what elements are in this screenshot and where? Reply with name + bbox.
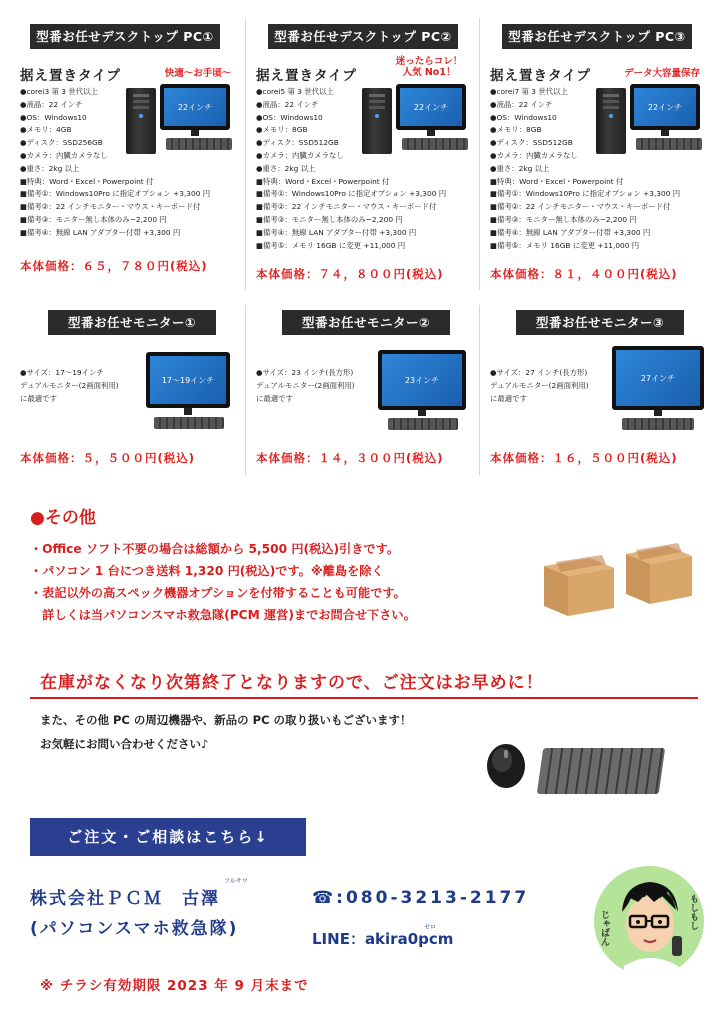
screen-label: 17～19インチ xyxy=(150,356,226,404)
spec-item: ●corei7 第 3 世代以上 xyxy=(490,87,568,96)
spec-item: ■特典：Word・Excel・Powerpoint 付 xyxy=(256,176,390,186)
spec-item: ■備考②：22 インチモニター・マウス・キーボード付 xyxy=(256,202,437,212)
price: 本体価格：１４，３００円(税込) xyxy=(256,451,444,465)
price: 本体価格：６５，７８０円(税込) xyxy=(20,259,208,273)
spec-item: ●カメラ：内臓カメラなし xyxy=(490,150,578,160)
monitor-title: 型番お任せモニター③ xyxy=(516,310,684,335)
other-list xyxy=(30,538,416,626)
spec-item: ■備考②：22 インチモニター・マウス・キーボード付 xyxy=(20,202,201,212)
spec-item: ●液晶：22 インチ xyxy=(256,99,319,109)
keyboard-icon xyxy=(388,418,458,430)
spec-item: ■備考①：Windows10Pro に指定オプション +3,300 円 xyxy=(20,189,211,199)
flyer-expiry: ※ チラシ有効期限 2023 年 9 月末まで xyxy=(40,978,309,994)
type-label: 据え置きタイプ xyxy=(490,68,591,84)
spec-item: ■備考①：Windows10Pro に指定オプション +3,300 円 xyxy=(490,189,681,199)
desktop-title: 型番お任せデスクトップ PC③ xyxy=(502,24,692,49)
banner-underline xyxy=(30,697,698,699)
spec-item: ●液晶：22 インチ xyxy=(490,99,553,109)
monitor-title: 型番お任せモニター① xyxy=(48,310,216,335)
spec-item: ■備考④：無線 LAN アダプター付帯 +3,300 円 xyxy=(20,227,181,237)
tagline: 迷ったらコレ！人気 No1！ xyxy=(395,56,463,78)
spec-list xyxy=(256,366,355,405)
company-name xyxy=(30,884,238,944)
spec-item: ■備考④：無線 LAN アダプター付帯 +3,300 円 xyxy=(490,227,651,237)
screen-label: 27インチ xyxy=(616,350,700,406)
monitor-title: 型番お任せモニター② xyxy=(282,310,450,335)
spec-item: ●重さ：2kg 以上 xyxy=(20,163,80,173)
spec-item: ■備考③：モニター無し本体のみ−2,200 円 xyxy=(20,214,167,224)
spec-item: ●重さ：2kg 以上 xyxy=(256,163,316,173)
tagline: データ大容量保存 xyxy=(623,68,700,79)
screen-label: 23インチ xyxy=(382,354,462,406)
other-heading: ●その他 xyxy=(30,508,96,528)
other-item: ・Office ソフト不要の場合は総額から 5,500 円(税込)引きです。 xyxy=(30,542,400,556)
tagline: 快適～お手頃～ xyxy=(164,68,232,79)
spec-item: ●サイズ：17～19インチ xyxy=(20,368,104,377)
company-line: 株式会社ＰＣＭ 古澤 xyxy=(30,889,220,909)
company-line: (パソコンスマホ救急隊) xyxy=(30,919,239,939)
type-label: 据え置きタイプ xyxy=(20,68,121,84)
price: 本体価格：７４，８００円(税込) xyxy=(256,267,444,281)
monitor-icon xyxy=(146,352,230,408)
spec-item: に最適です xyxy=(490,394,527,403)
keyboard-icon xyxy=(622,418,694,430)
order-contact-button[interactable]: ご注文・ご相談はこちら↓ xyxy=(30,818,306,856)
desktop-title: 型番お任せデスクトップ PC② xyxy=(268,24,458,49)
spec-item: ■備考③：モニター無し本体のみ−2,200 円 xyxy=(256,214,403,224)
more-info xyxy=(40,708,412,756)
line-id[interactable]: LINE：akira0pcm xyxy=(312,930,454,948)
more-line: お気軽にお問い合わせください♪ xyxy=(40,737,209,751)
spec-item: ■備考④：無線 LAN アダプター付帯 +3,300 円 xyxy=(256,227,417,237)
desktop-title: 型番お任せデスクトップ PC① xyxy=(30,24,220,49)
spec-item: ●corei5 第 3 世代以上 xyxy=(256,87,334,96)
spec-item: に最適です xyxy=(20,394,57,403)
spec-item: ●サイズ：27 インチ(長方形) xyxy=(490,368,588,377)
other-item: ・表記以外の高スペック機器オプションを付帯することも可能です。 xyxy=(30,586,406,600)
monitor-icon xyxy=(612,346,704,410)
spec-item: ■特典：Word・Excel・Powerpoint 付 xyxy=(490,176,624,186)
spec-item: ●メモリ：8GB xyxy=(490,125,542,135)
price: 本体価格：８１，４００円(税込) xyxy=(490,267,678,281)
more-line: また、その他 PC の周辺機器や、新品の PC の取り扱いもございます！ xyxy=(40,713,412,727)
monitor-stand xyxy=(654,410,662,416)
spec-item: ■備考①：Windows10Pro に指定オプション +3,300 円 xyxy=(256,189,447,199)
cardboard-box-icon xyxy=(540,552,618,618)
spec-item: ●ディスク：SSD512GB xyxy=(256,138,339,148)
mascot-text: じゃぱん xyxy=(599,910,609,946)
keyboard-icon xyxy=(154,417,224,429)
spec-item: ●メモリ：8GB xyxy=(256,125,308,135)
spec-item: ■備考②：22 インチモニター・マウス・キーボード付 xyxy=(490,202,671,212)
spec-item: に最適です xyxy=(256,394,293,403)
spec-item: ■特典：Word・Excel・Powerpoint 付 xyxy=(20,176,154,186)
monitor-stand xyxy=(418,410,426,416)
column-divider xyxy=(245,18,246,290)
other-item: ・パソコン 1 台につき送料 1,320 円(税込)です。※離島を除く xyxy=(30,564,384,578)
line-ruby: ゼロ xyxy=(424,924,437,931)
cardboard-box-icon xyxy=(622,540,696,606)
spec-list xyxy=(20,366,119,405)
spec-item: ●メモリ：4GB xyxy=(20,125,72,135)
column-divider xyxy=(479,305,480,475)
mascot-avatar xyxy=(594,866,704,976)
monitor-icon xyxy=(378,350,466,410)
column-divider xyxy=(479,18,480,290)
column-divider xyxy=(245,305,246,475)
spec-item: ●サイズ：23 インチ(長方形) xyxy=(256,368,354,377)
screen-label: 22インチ xyxy=(164,88,226,126)
spec-item: デュアルモニター(2画面利用) xyxy=(256,381,355,390)
spec-item: ●重さ：2kg 以上 xyxy=(490,163,550,173)
spec-item: ■備考③：モニター無し本体のみ−2,200 円 xyxy=(490,214,637,224)
phone-number[interactable]: ☎:080-3213-2177 xyxy=(312,888,530,908)
spec-item: ●カメラ：内臓カメラなし xyxy=(256,150,344,160)
spec-item: ●カメラ：内臓カメラなし xyxy=(20,150,108,160)
spec-item: ●ディスク：SSD512GB xyxy=(490,138,573,148)
spec-list xyxy=(20,86,210,240)
spec-item: ●OS：Windows10 xyxy=(490,112,557,122)
spec-item: ■備考⑤：メモリ 16GB に変更 +11,000 円 xyxy=(490,240,640,250)
type-label: 据え置きタイプ xyxy=(256,68,357,84)
screen-label: 22インチ xyxy=(634,88,696,126)
price: 本体価格：１６，５００円(税込) xyxy=(490,451,678,465)
spec-item: ●液晶：22 インチ xyxy=(20,99,83,109)
company-ruby: フルサワ xyxy=(224,878,248,885)
other-item: 詳しくは当パソコンスマホ救急隊(PCM 運営)までお問合せ下さい。 xyxy=(30,608,416,622)
spec-item: デュアルモニター(2画面利用) xyxy=(20,381,119,390)
spec-list xyxy=(490,86,680,252)
spec-item: デュアルモニター(2画面利用) xyxy=(490,381,589,390)
stock-banner: 在庫がなくなり次第終了となりますので、ご注文はお早めに！ xyxy=(40,673,544,693)
spec-item: ●OS：Windows10 xyxy=(256,112,323,122)
keyboard-icon xyxy=(537,748,665,794)
monitor-stand xyxy=(184,408,192,415)
spec-list xyxy=(256,86,446,252)
spec-item: ■備考⑤：メモリ 16GB に変更 +11,000 円 xyxy=(256,240,406,250)
screen-label: 22インチ xyxy=(400,88,462,126)
spec-item: ●corei3 第 3 世代以上 xyxy=(20,87,98,96)
price: 本体価格：５，５００円(税込) xyxy=(20,451,196,465)
mouse-icon xyxy=(484,740,528,790)
spec-item: ●ディスク：SSD256GB xyxy=(20,138,103,148)
mascot-text: もしもし xyxy=(688,894,698,930)
spec-list xyxy=(490,366,589,405)
spec-item: ●OS：Windows10 xyxy=(20,112,87,122)
